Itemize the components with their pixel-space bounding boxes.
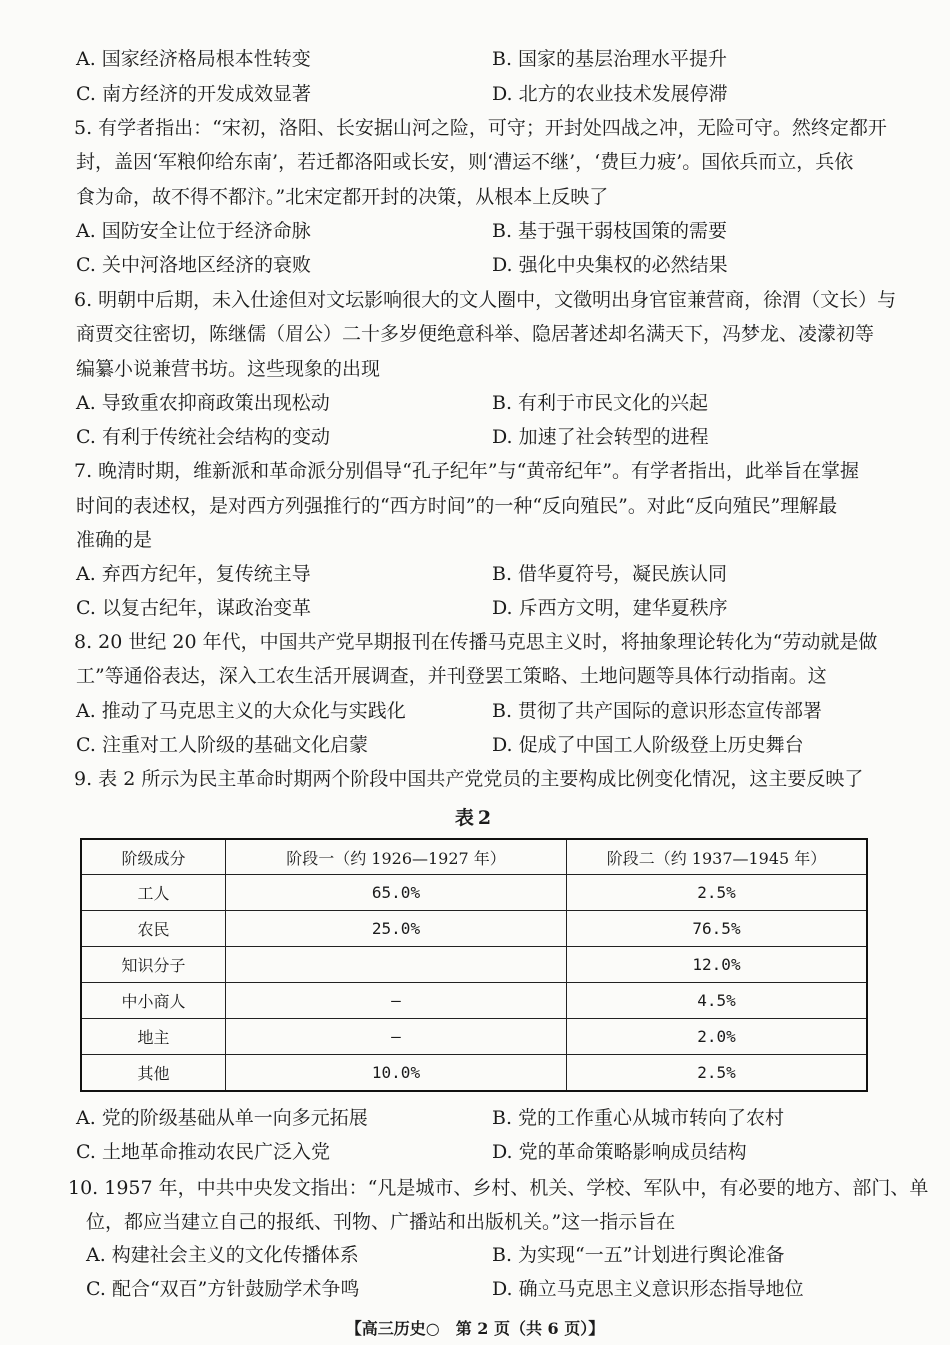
- q5-stem-line-1: 5. 有学者指出：“宋初，洛阳、长安据山河之险，可守；开封处四战之冲，无险可守。然终定都开: [74, 117, 887, 139]
- table-cell-class: 中小商人: [81, 983, 226, 1019]
- q7-stem-line-2: 时间的表述权，是对西方列强推行的“西方时间”的一种“反向殖民”。对此“反向殖民”理解最: [76, 495, 838, 517]
- q6-option-c: C. 有利于传统社会结构的变动: [76, 426, 330, 448]
- q6-stem-line-3: 编纂小说兼营书坊。这些现象的出现: [76, 358, 381, 380]
- q9-option-b: B. 党的工作重心从城市转向了农村: [492, 1107, 785, 1129]
- q6-stem-line-1: 6. 明朝中后期，未入仕途但对文坛影响很大的文人圈中，文徵明出身官宦兼营商，徐渭（文长）与: [74, 289, 897, 311]
- table-row: [81, 1019, 867, 1055]
- composition-table: [80, 838, 868, 1092]
- table-cell-stage1: —: [226, 983, 567, 1019]
- q5-stem-line-2: 封，盖因‘军粮仰给东南’，若迁都洛阳或长安，则‘漕运不继’，‘费巨力疲’。国依兵而立，兵依: [76, 151, 854, 173]
- table-cell-stage1: 10.0%: [226, 1055, 567, 1092]
- q10-stem-line-1: 10. 1957 年，中共中央发文指出：“凡是城市、乡村、机关、学校、军队中，有必要的地方、部门、单: [68, 1177, 929, 1199]
- table-row: [81, 875, 867, 911]
- q6-option-a: A. 导致重农抑商政策出现松动: [76, 392, 330, 414]
- q8-option-d: D. 促成了中国工人阶级登上历史舞台: [492, 734, 804, 756]
- q4-option-c: C. 南方经济的开发成效显著: [76, 83, 311, 105]
- q4-option-d: D. 北方的农业技术发展停滞: [492, 83, 728, 105]
- table-caption: 表2: [454, 807, 496, 829]
- table-cell-stage1: —: [226, 1019, 567, 1055]
- q9-option-c: C. 土地革命推动农民广泛入党: [76, 1141, 330, 1163]
- table-row: [81, 1055, 867, 1092]
- q8-option-b: B. 贯彻了共产国际的意识形态宣传部署: [492, 700, 823, 722]
- table-cell-stage2: 4.5%: [567, 983, 868, 1019]
- q5-stem-line-3: 食为命，故不得不都汴。”北宋定都开封的决策，从根本上反映了: [76, 186, 609, 208]
- q10-option-a: A. 构建社会主义的文化传播体系: [86, 1244, 359, 1266]
- q8-stem-line-2: 工”等通俗表达，深入工农生活开展调查，并刊登罢工策略、土地问题等具体行动指南。这: [76, 665, 827, 687]
- q5-option-a: A. 国防安全让位于经济命脉: [76, 220, 311, 242]
- table-cell-class: 知识分子: [81, 947, 226, 983]
- table-cell-stage2: 76.5%: [567, 911, 868, 947]
- q4-option-b: B. 国家的基层治理水平提升: [492, 48, 728, 70]
- table-cell-stage2: 2.0%: [567, 1019, 868, 1055]
- q10-option-d: D. 确立马克思主义意识形态指导地位: [492, 1278, 804, 1300]
- q8-option-c: C. 注重对工人阶级的基础文化启蒙: [76, 734, 368, 756]
- table-cell-class: 工人: [81, 875, 226, 911]
- q7-option-c: C. 以复古纪年，谋政治变革: [76, 597, 311, 619]
- table-cell-class: 农民: [81, 911, 226, 947]
- q7-option-b: B. 借华夏符号，凝民族认同: [492, 563, 728, 585]
- table-header-cell: 阶段一（约 1926—1927 年）: [226, 839, 567, 875]
- table-cell-class: 其他: [81, 1055, 226, 1092]
- q7-stem-line-1: 7. 晚清时期，维新派和革命派分别倡导“孔子纪年”与“黄帝纪年”。有学者指出，此举旨在掌握: [74, 460, 860, 482]
- q6-option-d: D. 加速了社会转型的进程: [492, 426, 709, 448]
- page-footer: 【高三历史○ 第 2 页（共 6 页）】: [345, 1319, 605, 1338]
- q5-option-c: C. 关中河洛地区经济的衰败: [76, 254, 311, 276]
- table-cell-stage1: 65.0%: [226, 875, 567, 911]
- q6-option-b: B. 有利于市民文化的兴起: [492, 392, 709, 414]
- q10-stem-line-2: 位，都应当建立自己的报纸、刊物、广播站和出版机关。”这一指示旨在: [86, 1211, 676, 1233]
- table-cell-class: 地主: [81, 1019, 226, 1055]
- q9-option-d: D. 党的革命策略影响成员结构: [492, 1141, 747, 1163]
- table-header-row: [81, 839, 867, 875]
- q9-stem-line-1: 9. 表 2 所示为民主革命时期两个阶段中国共产党党员的主要构成比例变化情况，这主要反映了: [74, 768, 864, 790]
- q8-stem-line-1: 8. 20 世纪 20 年代，中国共产党早期报刊在传播马克思主义时，将抽象理论转化为“劳动就是做: [74, 631, 878, 653]
- table-header-cell: 阶级成分: [81, 839, 226, 875]
- q6-stem-line-2: 商贾交往密切，陈继儒（眉公）二十多岁便绝意科举、隐居著述却名满天下，冯梦龙、凌濛初等: [76, 323, 875, 345]
- q7-option-a: A. 弃西方纪年，复传统主导: [76, 563, 311, 585]
- q4-option-a: A. 国家经济格局根本性转变: [76, 48, 311, 70]
- q5-option-b: B. 基于强干弱枝国策的需要: [492, 220, 728, 242]
- table-cell-stage1: 25.0%: [226, 911, 567, 947]
- table-cell-stage2: 2.5%: [567, 1055, 868, 1092]
- q5-option-d: D. 强化中央集权的必然结果: [492, 254, 728, 276]
- q7-stem-line-3: 准确的是: [76, 529, 153, 551]
- table-row: [81, 983, 867, 1019]
- table-header-cell: 阶段二（约 1937—1945 年）: [567, 839, 868, 875]
- q7-option-d: D. 斥西方文明，建华夏秩序: [492, 597, 728, 619]
- table-row: [81, 911, 867, 947]
- q10-option-c: C. 配合“双百”方针鼓励学术争鸣: [86, 1278, 360, 1300]
- q10-option-b: B. 为实现“一五”计划进行舆论准备: [492, 1244, 785, 1266]
- q8-option-a: A. 推动了马克思主义的大众化与实践化: [76, 700, 406, 722]
- q9-option-a: A. 党的阶级基础从单一向多元拓展: [76, 1107, 368, 1129]
- table-cell-stage2: 2.5%: [567, 875, 868, 911]
- table-cell-stage2: 12.0%: [567, 947, 868, 983]
- table-row: [81, 947, 867, 983]
- table-cell-stage1: [226, 947, 567, 983]
